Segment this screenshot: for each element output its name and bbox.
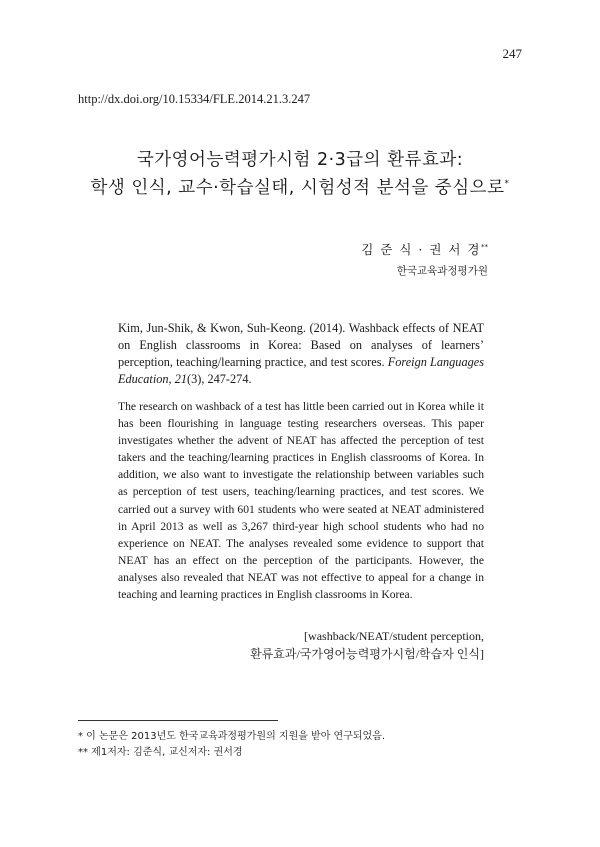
citation-pages: (3), 247-274. [187, 372, 252, 386]
keywords-line-1: [washback/NEAT/student perception, [304, 629, 484, 643]
abstract: The research on washback of a test has little been carried out in Korea while it has been flourishing in language testing researchers overseas. This paper investigates whether the advent of NEAT has affected the perception of test takers and the teaching/learning practices in English classrooms of Korea. In addition, we also want to investigate the relationship between variables such as perception of test users, teaching/learning practices, and test scores. We carried out a survey with 601 students who were seated at NEAT administered in April 2013 as well as 3,267 third-year high school students who had no experience on NEAT. The analyses revealed some evidence to support that NEAT has an effect on the perception of the participants. However, the analyses also revealed that NEAT was not effective to appeal for a change in teaching and learning practices in English classrooms in Korea. [118, 400, 484, 602]
footnote-2: ** 제1저자: 김준식, 교신저자: 권서경 [78, 747, 243, 758]
doi-link[interactable]: http://dx.doi.org/10.15334/FLE.2014.21.3.247 [78, 92, 311, 106]
author-footnote-mark: ** [481, 242, 488, 251]
paper-title [60, 146, 540, 202]
footnote-divider [78, 720, 278, 721]
title-line-1: 국가영어능력평가시험 2·3급의 환류효과: [136, 150, 464, 170]
title-line-2: 학생 인식, 교수·학습실태, 시험성적 분석을 중심으로 [90, 178, 505, 198]
author-list: 김 준 식 · 권 서 경 [361, 242, 481, 257]
author-names [361, 240, 488, 258]
keywords-line-2: 환류효과/국가영어능력평가시험/학습자 인식] [250, 647, 484, 661]
citation-journal: Foreign Languages Education, 21 [118, 355, 484, 386]
page-number: 247 [502, 46, 522, 61]
footnotes [78, 729, 385, 761]
title-footnote-mark: * [504, 179, 510, 190]
citation-text: Kim, Jun-Shik, & Kwon, Suh-Keong. (2014). Washback effects of NEAT on English classrooms in Korea: Based on analyses of learners’ perception, teaching/learning practice, and test scores. [118, 321, 484, 369]
keywords [250, 627, 484, 663]
author-affiliation: 한국교육과정평가원 [396, 265, 488, 277]
footnote-1: * 이 논문은 2013년도 한국교육과정평가원의 지원을 받아 연구되었음. [78, 731, 386, 742]
citation [118, 320, 484, 388]
